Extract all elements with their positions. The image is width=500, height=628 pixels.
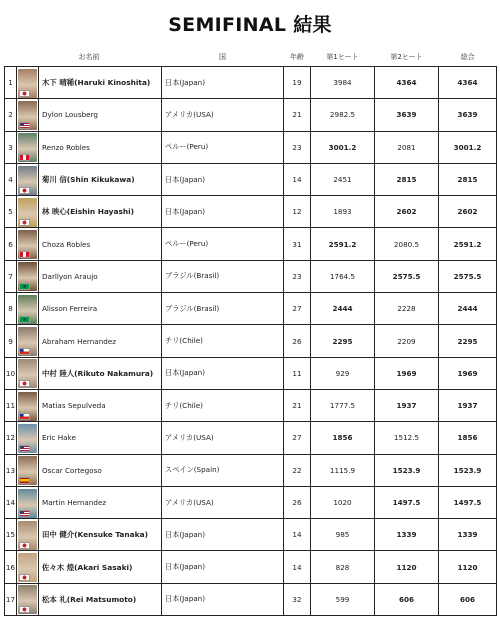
heat1-score: 1893 bbox=[311, 196, 375, 228]
heat2-score: 4364 bbox=[375, 67, 439, 99]
athlete-name: 佐々木 煌(Akari Sasaki) bbox=[39, 551, 162, 583]
heat1-score: 2295 bbox=[311, 325, 375, 357]
photo-cell bbox=[17, 99, 39, 131]
age-cell: 23 bbox=[284, 260, 311, 292]
heat1-score: 3984 bbox=[311, 67, 375, 99]
photo-cell bbox=[17, 163, 39, 195]
athlete-photo bbox=[18, 585, 37, 614]
heat1-score: 1020 bbox=[311, 486, 375, 518]
flag-peru-icon bbox=[19, 154, 30, 161]
athlete-name: 中村 陸人(Rikuto Nakamura) bbox=[39, 357, 162, 389]
total-score: 2295 bbox=[439, 325, 497, 357]
rank-cell: 12 bbox=[5, 422, 17, 454]
heat1-header: 第1ヒート bbox=[311, 48, 375, 67]
photo-cell bbox=[17, 389, 39, 421]
heat1-score: 828 bbox=[311, 551, 375, 583]
photo-cell bbox=[17, 325, 39, 357]
heat2-score: 1937 bbox=[375, 389, 439, 421]
photo-cell bbox=[17, 551, 39, 583]
country-cell: 日本(Japan) bbox=[162, 519, 284, 551]
athlete-name: Eric Hake bbox=[39, 422, 162, 454]
name-header: お名前 bbox=[17, 48, 162, 67]
table-row bbox=[5, 583, 497, 615]
total-score: 1937 bbox=[439, 389, 497, 421]
country-cell: 日本(Japan) bbox=[162, 67, 284, 99]
age-cell: 21 bbox=[284, 99, 311, 131]
flag-japan-icon bbox=[19, 187, 30, 194]
country-cell: ブラジル(Brasil) bbox=[162, 260, 284, 292]
age-cell: 27 bbox=[284, 422, 311, 454]
country-cell: 日本(Japan) bbox=[162, 551, 284, 583]
table-row bbox=[5, 131, 497, 163]
table-row bbox=[5, 551, 497, 583]
total-score: 1339 bbox=[439, 519, 497, 551]
table-row bbox=[5, 260, 497, 292]
heat1-score: 3001.2 bbox=[311, 131, 375, 163]
table-row bbox=[5, 454, 497, 486]
heat1-score: 1115.9 bbox=[311, 454, 375, 486]
country-cell: チリ(Chile) bbox=[162, 389, 284, 421]
photo-cell bbox=[17, 519, 39, 551]
athlete-name: Oscar Cortegoso bbox=[39, 454, 162, 486]
age-cell: 19 bbox=[284, 67, 311, 99]
age-header: 年齢 bbox=[284, 48, 311, 67]
heat2-header: 第2ヒート bbox=[375, 48, 439, 67]
flag-usa-icon bbox=[19, 122, 30, 129]
athlete-photo bbox=[18, 553, 37, 582]
age-cell: 14 bbox=[284, 551, 311, 583]
flag-chile-icon bbox=[19, 348, 30, 355]
heat1-score: 2451 bbox=[311, 163, 375, 195]
athlete-name: Matias Sepulveda bbox=[39, 389, 162, 421]
age-cell: 21 bbox=[284, 389, 311, 421]
athlete-photo bbox=[18, 392, 37, 421]
age-cell: 11 bbox=[284, 357, 311, 389]
photo-cell bbox=[17, 131, 39, 163]
heat1-score: 1764.5 bbox=[311, 260, 375, 292]
athlete-name: Abraham Hernandez bbox=[39, 325, 162, 357]
total-score: 1497.5 bbox=[439, 486, 497, 518]
heat2-score: 1523.9 bbox=[375, 454, 439, 486]
athlete-photo bbox=[18, 230, 37, 259]
athlete-name: 木下 晴稀(Haruki Kinoshita) bbox=[39, 67, 162, 99]
flag-brazil-icon bbox=[19, 316, 30, 323]
country-cell: ブラジル(Brasil) bbox=[162, 293, 284, 325]
photo-cell bbox=[17, 228, 39, 260]
flag-japan-icon bbox=[19, 574, 30, 581]
results-body bbox=[5, 67, 497, 616]
athlete-name: Alisson Ferreira bbox=[39, 293, 162, 325]
rank-cell: 11 bbox=[5, 389, 17, 421]
table-row bbox=[5, 67, 497, 99]
heat2-score: 2080.5 bbox=[375, 228, 439, 260]
flag-japan-icon bbox=[19, 219, 30, 226]
athlete-name: 松本 礼(Rei Matsumoto) bbox=[39, 583, 162, 615]
photo-cell bbox=[17, 486, 39, 518]
photo-cell bbox=[17, 67, 39, 99]
heat1-score: 1856 bbox=[311, 422, 375, 454]
athlete-photo bbox=[18, 456, 37, 485]
flag-japan-icon bbox=[19, 380, 30, 387]
heat2-score: 1497.5 bbox=[375, 486, 439, 518]
flag-japan-icon bbox=[19, 542, 30, 549]
athlete-photo bbox=[18, 69, 37, 98]
athlete-photo bbox=[18, 295, 37, 324]
rank-cell: 6 bbox=[5, 228, 17, 260]
athlete-photo bbox=[18, 262, 37, 291]
rank-cell: 7 bbox=[5, 260, 17, 292]
country-cell: 日本(Japan) bbox=[162, 357, 284, 389]
age-cell: 26 bbox=[284, 486, 311, 518]
total-score: 606 bbox=[439, 583, 497, 615]
total-score: 1969 bbox=[439, 357, 497, 389]
heat2-score: 2815 bbox=[375, 163, 439, 195]
heat2-score: 1339 bbox=[375, 519, 439, 551]
heat2-score: 2209 bbox=[375, 325, 439, 357]
age-cell: 27 bbox=[284, 293, 311, 325]
country-cell: 日本(Japan) bbox=[162, 196, 284, 228]
table-row bbox=[5, 163, 497, 195]
table-row bbox=[5, 519, 497, 551]
rank-cell: 10 bbox=[5, 357, 17, 389]
rank-cell: 8 bbox=[5, 293, 17, 325]
heat2-score: 2602 bbox=[375, 196, 439, 228]
table-row bbox=[5, 228, 497, 260]
flag-japan-icon bbox=[19, 90, 30, 97]
country-cell: ペルー(Peru) bbox=[162, 228, 284, 260]
rank-cell: 2 bbox=[5, 99, 17, 131]
heat1-score: 2591.2 bbox=[311, 228, 375, 260]
heat1-score: 2444 bbox=[311, 293, 375, 325]
heat2-score: 2575.5 bbox=[375, 260, 439, 292]
heat1-score: 2982.5 bbox=[311, 99, 375, 131]
athlete-photo bbox=[18, 489, 37, 518]
age-cell: 22 bbox=[284, 454, 311, 486]
athlete-photo bbox=[18, 166, 37, 195]
athlete-name: 菊川 信(Shin Kikukawa) bbox=[39, 163, 162, 195]
total-score: 1120 bbox=[439, 551, 497, 583]
athlete-name: Renzo Robles bbox=[39, 131, 162, 163]
total-header: 総合 bbox=[439, 48, 497, 67]
photo-cell bbox=[17, 422, 39, 454]
table-row bbox=[5, 293, 497, 325]
age-cell: 32 bbox=[284, 583, 311, 615]
country-header: 国 bbox=[162, 48, 284, 67]
photo-cell bbox=[17, 583, 39, 615]
athlete-photo bbox=[18, 101, 37, 130]
table-row bbox=[5, 486, 497, 518]
athlete-photo bbox=[18, 424, 37, 453]
flag-peru-icon bbox=[19, 251, 30, 258]
athlete-name: Darllyon Araujo bbox=[39, 260, 162, 292]
heat2-score: 2228 bbox=[375, 293, 439, 325]
total-score: 3639 bbox=[439, 99, 497, 131]
table-row bbox=[5, 357, 497, 389]
heat1-score: 1777.5 bbox=[311, 389, 375, 421]
country-cell: アメリカ(USA) bbox=[162, 99, 284, 131]
table-row bbox=[5, 422, 497, 454]
athlete-photo bbox=[18, 359, 37, 388]
heat2-score: 606 bbox=[375, 583, 439, 615]
rank-cell: 14 bbox=[5, 486, 17, 518]
athlete-photo bbox=[18, 133, 37, 162]
flag-usa-icon bbox=[19, 510, 30, 517]
athlete-name: Dylon Lousberg bbox=[39, 99, 162, 131]
heat2-score: 1120 bbox=[375, 551, 439, 583]
table-row bbox=[5, 196, 497, 228]
rank-cell: 15 bbox=[5, 519, 17, 551]
table-row bbox=[5, 99, 497, 131]
photo-cell bbox=[17, 454, 39, 486]
total-score: 2591.2 bbox=[439, 228, 497, 260]
table-row bbox=[5, 325, 497, 357]
country-cell: ペルー(Peru) bbox=[162, 131, 284, 163]
age-cell: 12 bbox=[284, 196, 311, 228]
heat2-score: 1969 bbox=[375, 357, 439, 389]
country-cell: 日本(Japan) bbox=[162, 163, 284, 195]
heat1-score: 599 bbox=[311, 583, 375, 615]
athlete-photo bbox=[18, 327, 37, 356]
country-cell: スペイン(Spain) bbox=[162, 454, 284, 486]
heat1-score: 929 bbox=[311, 357, 375, 389]
flag-usa-icon bbox=[19, 445, 30, 452]
total-score: 4364 bbox=[439, 67, 497, 99]
flag-brazil-icon bbox=[19, 283, 30, 290]
total-score: 1856 bbox=[439, 422, 497, 454]
rank-cell: 5 bbox=[5, 196, 17, 228]
heat2-score: 3639 bbox=[375, 99, 439, 131]
athlete-name: 田中 健介(Kensuke Tanaka) bbox=[39, 519, 162, 551]
flag-japan-icon bbox=[19, 606, 30, 613]
heat1-score: 985 bbox=[311, 519, 375, 551]
athlete-photo bbox=[18, 198, 37, 227]
country-cell: アメリカ(USA) bbox=[162, 486, 284, 518]
total-score: 2444 bbox=[439, 293, 497, 325]
photo-cell bbox=[17, 196, 39, 228]
country-cell: 日本(Japan) bbox=[162, 583, 284, 615]
age-cell: 26 bbox=[284, 325, 311, 357]
table-row bbox=[5, 389, 497, 421]
heat2-score: 2081 bbox=[375, 131, 439, 163]
rank-header bbox=[5, 48, 17, 67]
total-score: 2815 bbox=[439, 163, 497, 195]
rank-cell: 3 bbox=[5, 131, 17, 163]
age-cell: 14 bbox=[284, 163, 311, 195]
country-cell: アメリカ(USA) bbox=[162, 422, 284, 454]
page-title: SEMIFINAL 結果 bbox=[168, 14, 332, 36]
flag-chile-icon bbox=[19, 413, 30, 420]
age-cell: 23 bbox=[284, 131, 311, 163]
flag-spain-icon bbox=[19, 477, 30, 484]
age-cell: 31 bbox=[284, 228, 311, 260]
total-score: 3001.2 bbox=[439, 131, 497, 163]
total-score: 2575.5 bbox=[439, 260, 497, 292]
age-cell: 14 bbox=[284, 519, 311, 551]
header-row bbox=[5, 48, 497, 67]
rank-cell: 17 bbox=[5, 583, 17, 615]
heat2-score: 1512.5 bbox=[375, 422, 439, 454]
rank-cell: 16 bbox=[5, 551, 17, 583]
photo-cell bbox=[17, 293, 39, 325]
athlete-name: Martin Hernandez bbox=[39, 486, 162, 518]
rank-cell: 9 bbox=[5, 325, 17, 357]
athlete-photo bbox=[18, 521, 37, 550]
athlete-name: Choza Robles bbox=[39, 228, 162, 260]
athlete-name: 林 映心(Eishin Hayashi) bbox=[39, 196, 162, 228]
country-cell: チリ(Chile) bbox=[162, 325, 284, 357]
rank-cell: 13 bbox=[5, 454, 17, 486]
total-score: 1523.9 bbox=[439, 454, 497, 486]
photo-cell bbox=[17, 260, 39, 292]
photo-cell bbox=[17, 357, 39, 389]
rank-cell: 1 bbox=[5, 67, 17, 99]
rank-cell: 4 bbox=[5, 163, 17, 195]
results-table bbox=[4, 48, 497, 616]
total-score: 2602 bbox=[439, 196, 497, 228]
